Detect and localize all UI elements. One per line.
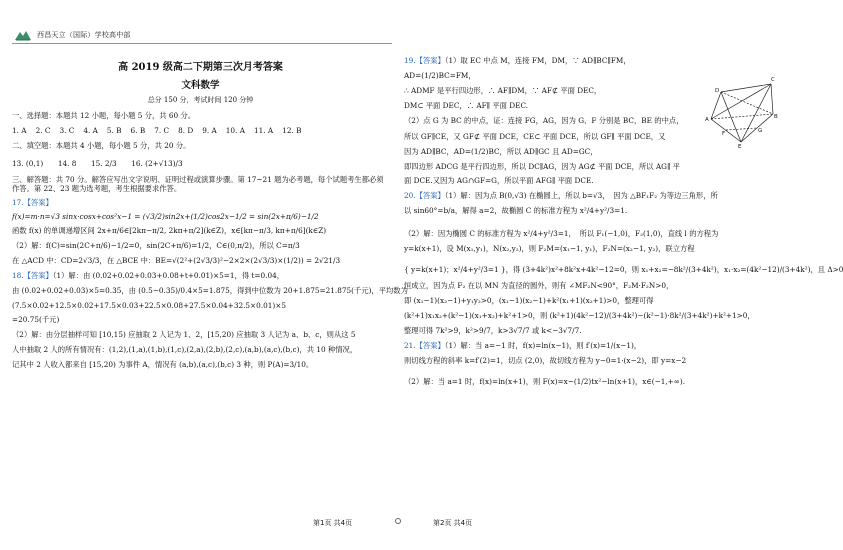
q19-line: AD=(1/2)BC=FM， xyxy=(404,71,476,81)
q18-line: （2）解：由分层抽样可知 [10,15) 应抽取 2 人记为 1、2，[15,20) 应抽取 3 人记为 a、b、c，则从这 5 xyxy=(12,329,356,339)
q19-line: 面 DCE.又因为 AG∩GF=G，所以平面 AFG∥ 平面 DCE. xyxy=(404,175,594,185)
figure-hidden-edge xyxy=(726,128,757,130)
section-fill-heading: 二、填空题：本题共 4 小题，每小题 5 分，共 20 分。 xyxy=(12,141,191,151)
q19-line: （1）取 EC 中点 M，连接 FM，DM，∵ AD∥BC∥FM， xyxy=(444,56,631,65)
q17-line: 在 △ACD 中：CD=2√3/3，在 △BCE 中：BE=√(2²+(2√3/3)²−2×2×(2√3/3)×(1/2)) = 2√21/3 xyxy=(12,256,341,266)
choice-answer: 7. C xyxy=(154,126,170,136)
q18-line: 人中抽取 2 人的所有情况有：(1,2),(1,a),(1,b),(1,c),(2,a),(2,b),(2,c),(a,b),(a,c),(b,c)，共 10 种情况， xyxy=(12,344,358,354)
q20-line: (k²+1)x₁x₂+(k²−1)(x₁+x₂)+k²+1>0，则 (k²+1)(4k²−12)/(3+4k²)−(k²−1)·8k²/(3+4k²)+k²+1>0， xyxy=(404,310,755,320)
choice-answer: 3. C xyxy=(59,126,75,136)
figure-label: F xyxy=(722,131,726,137)
q19-tag: 19.【答案】 xyxy=(404,56,445,65)
q17-line: 函数 f(x) 的单调递增区间 2x+π/6∈[2kπ−π/2, 2kπ+π/2](k∈Z)，x∈[kπ−π/3, kπ+π/6](k∈Z) xyxy=(12,226,327,235)
q20-line: 整理可得 7k²>9，k²>9/7，k>3√7/7 或 k<−3√7/7. xyxy=(404,325,582,335)
page-subtitle: 文科数学 xyxy=(181,79,220,91)
fill-answers: 13. (0,1) 14. 8 15. 2/3 16. (2+√13)/3 xyxy=(12,159,183,169)
choice-answer: 11. A xyxy=(253,126,274,136)
q18-line: （1）解：由 (0.02+0.02+0.03+0.08+t+0.01)×5=1，得 t=0.04， xyxy=(52,271,285,281)
section-solution-heading: 三、解答题：共 70 分。解答应写出文字说明、证明过程或演算步骤。第 17~21 题为必考题，每个试题考生都必须作答。第 22、23 题为选考题，考生根据要求作答。 xyxy=(12,174,384,193)
page-1-column xyxy=(12,48,408,510)
choice-answer: 5. B xyxy=(106,126,122,136)
figure-edge xyxy=(711,92,721,119)
q17-line: f(x)=m·n=√3 sinx·cosx+cos²x−1 = (√3/2)sin2x+(1/2)cos2x−1/2 = sin(2x+π/6)−1/2 xyxy=(12,211,319,221)
school-logo-icon xyxy=(14,29,32,41)
q20-line: { y=k(x+1)；x²/4+y²/3=1 }，得 (3+4k²)x²+8k²x+4k²−12=0，则 x₁+x₂=−8k²/(3+4k²)，x₁·x₂=(4k²−12)/(3+4k²)，且 Δ>0 xyxy=(404,265,843,275)
q18-line: 记其中 2 人收入都来自 [15,20) 为事件 A，情况有 (a,b),(a,c),(b,c) 3 种，则 P(A)=3/10。 xyxy=(12,359,314,369)
header-divider xyxy=(12,43,392,44)
choice-answer: 6. B xyxy=(130,126,146,136)
q20-line: （1）解：因为点 B(0,√3) 在椭圆上，所以 b=√3， 因为 △BF₁F₂ 为等边三角形，所 xyxy=(444,190,718,200)
q20-line: 以 sin60°=b/a，解得 a=2，故椭圆 C 的标准方程为 x²/4+y²/3=1. xyxy=(404,206,628,216)
choice-answer: 2. C xyxy=(35,126,51,136)
figure-label: A xyxy=(705,117,709,123)
choice-answers xyxy=(12,126,389,135)
figure-edge xyxy=(771,84,773,114)
choice-answer: 10. A xyxy=(225,126,245,136)
choice-answer: 1. A xyxy=(12,126,27,136)
q19-line: DM⊂ 平面 DEC，∴ AF∥ 平面 DEC. xyxy=(404,101,529,111)
exam-info: 总分 150 分，考试时间 120 分钟 xyxy=(147,96,254,105)
geometry-figure xyxy=(701,74,777,148)
page-2-column xyxy=(404,48,843,510)
q21-line: （1）解：当 a=−1 时，f(x)=ln(x−1)，则 f′(x)=1/(x−1)， xyxy=(444,340,642,350)
q20-line: y=k(x+1)，设 M(x₁,y₁)，N(x₂,y₂)，则 F₂M=(x₁−1, y₁)，F₂N=(x₂−1, y₂)，联立方程 xyxy=(404,244,695,254)
q19-line: 所以 GF∥CE，又 GF⊄ 平面 DCE，CE⊂ 平面 DCE，所以 GF∥ 平面 DCE，又 xyxy=(404,131,666,141)
school-name: 西昌天立（国际）学校高中部 xyxy=(37,30,131,39)
school-header xyxy=(14,28,131,42)
q21-tag: 21.【答案】 xyxy=(404,340,445,350)
q20-tag: 20.【答案】 xyxy=(404,190,445,200)
q17-tag: 17.【答案】 xyxy=(12,197,53,207)
q19-line: 即四边形 ADCG 是平行四边形，所以 DC∥AG，因为 AG⊄ 平面 DCE，所以 AG∥ 平 xyxy=(404,161,680,171)
q19-line: ∴ ADMF 是平行四边形，∴ AF∥DM，∵ AF⊄ 平面 DEC， xyxy=(404,86,602,96)
q18-line: 由 (0.02+0.02+0.03)×5=0.35，由 (0.5−0.35)/0.4×5=1.875，得到中位数为 20+1.875=21.875(千元)，平均数为 xyxy=(12,286,408,296)
choice-answer: 12. B xyxy=(282,126,302,136)
figure-label: D xyxy=(715,88,720,94)
choice-answer: 4. A xyxy=(83,126,98,136)
section-choice-heading: 一、选择题：本题共 12 小题，每小题 5 分，共 60 分。 xyxy=(12,111,196,121)
figure-label: B xyxy=(774,114,778,120)
q20-line: 恒成立，因为点 F₂ 在以 MN 为直径的圆外，则有 ∠MF₂N<90°，F₂M·F₂N>0， xyxy=(404,280,674,290)
q19-line: 因为 AD∥BC，AD=(1/2)BC，所以 AD∥GC 且 AD=GC， xyxy=(404,146,598,156)
q21-line: 则切线方程的斜率 k=f′(2)=1，切点 (2,0)，故切线方程为 y−0=1·(x−2)，即 y=x−2 xyxy=(404,356,687,366)
q20-line: （2）解：因为椭圆 C 的标准方程为 x²/4+y²/3=1， 所以 F₁(−1,0)，F₂(1,0)，直线 l 的方程为 xyxy=(404,229,719,239)
page-number-1: 第1页 共4页 xyxy=(313,519,353,527)
q18-line: =20.75(千元) xyxy=(12,314,60,324)
q18-tag: 18.【答案】 xyxy=(12,271,53,281)
page-number-2: 第2页 共4页 xyxy=(433,519,473,527)
q21-line: （2）解：当 a=1 时，f(x)=ln(x+1)，则 F(x)=x−(1/2)tx²−ln(x+1)，x∈(−1,+∞). xyxy=(404,377,686,387)
q20-line: 即 (x₁−1)(x₂−1)+y₁y₂>0，(x₁−1)(x₂−1)+k²(x₁+1)(x₂+1)>0，整理可得 xyxy=(404,295,654,305)
choice-answer: 8. D xyxy=(178,126,194,136)
q18-line: (7.5×0.02+12.5×0.02+17.5×0.03+22.5×0.08+27.5×0.04+32.5×0.01)×5 xyxy=(12,300,287,310)
figure-label: G xyxy=(758,128,763,134)
q19-line: （2）点 G 为 BC 的中点，证：连接 FG，AG，因为 G、F 分别是 BC，BE 的中点， xyxy=(404,116,684,126)
choice-answer: 9. A xyxy=(202,126,217,136)
page-title: 高 2019 级高二下期第三次月考答案 xyxy=(118,62,283,73)
figure-label: C xyxy=(771,77,775,83)
figure-hidden-edge xyxy=(711,114,773,119)
binding-hole-icon xyxy=(395,518,401,524)
figure-label: E xyxy=(738,144,742,150)
figure-edge xyxy=(741,114,773,142)
q17-line: （2）解：f(C)=sin(2C+π/6)−1/2=0，sin(2C+π/6)=1/2，C∈(0,π/2)，所以 C=π/3 xyxy=(12,241,300,251)
